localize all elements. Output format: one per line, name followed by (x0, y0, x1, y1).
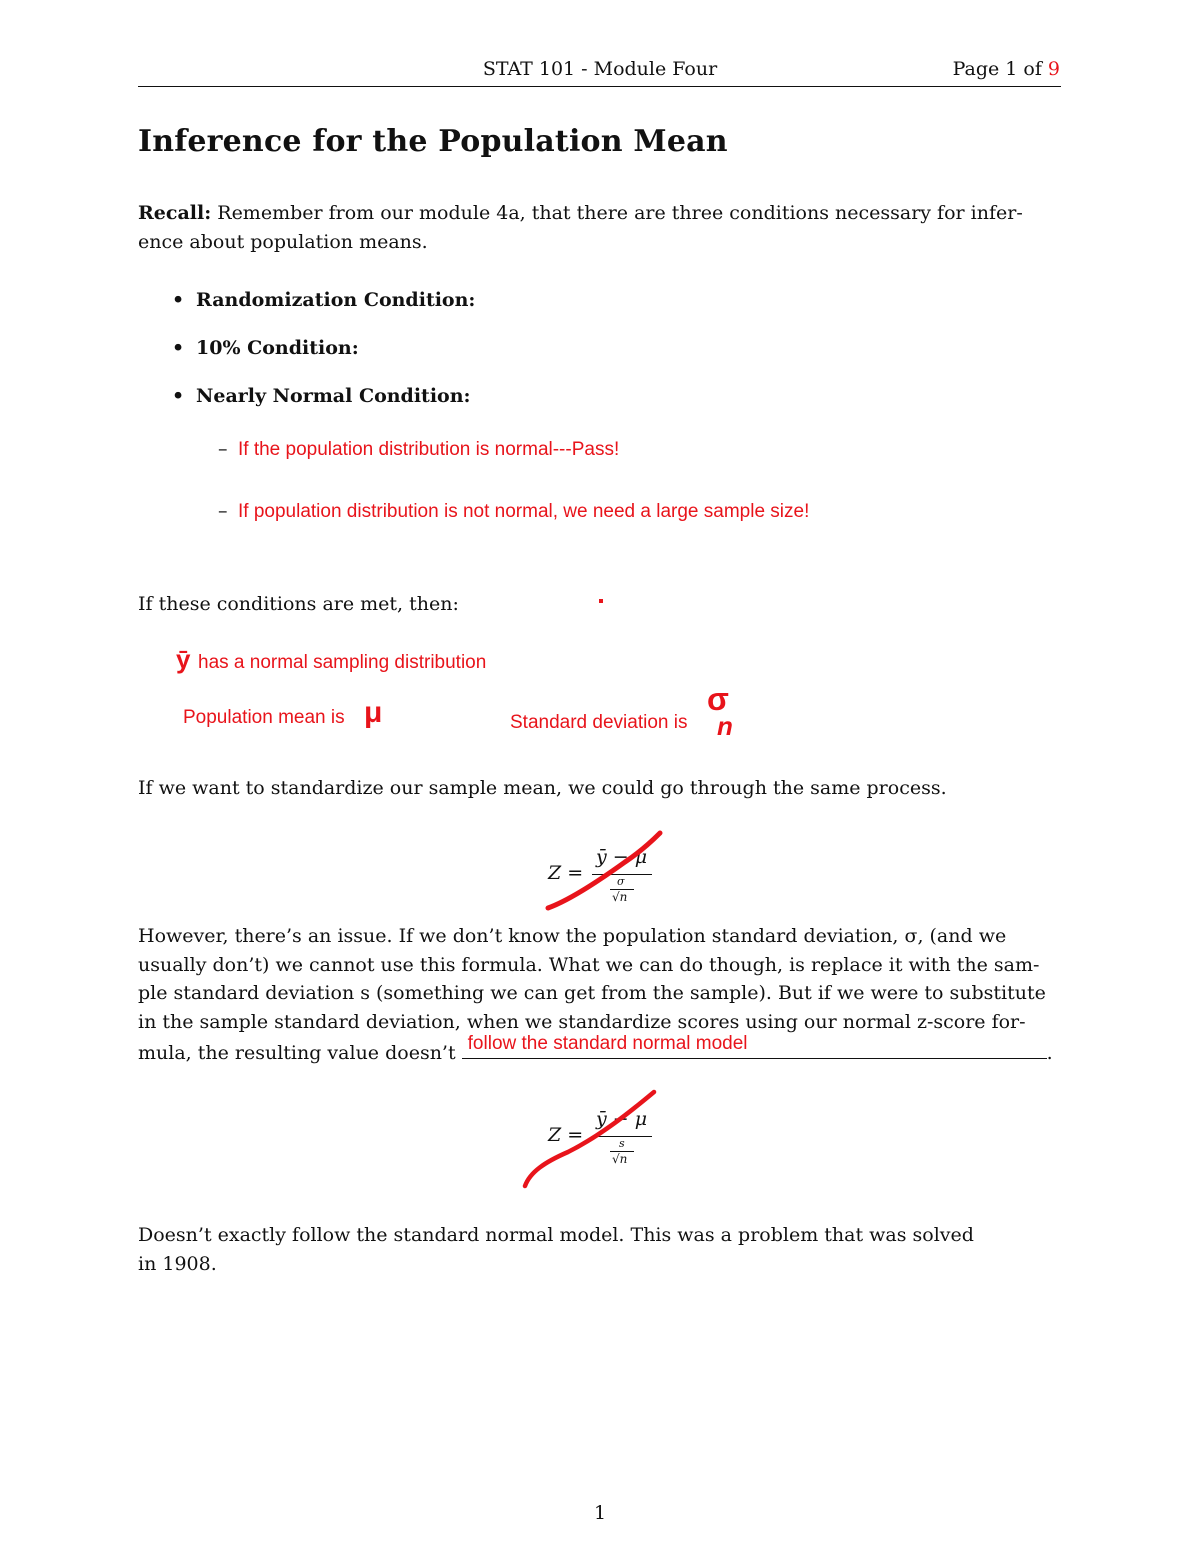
formula-sqrt-n: √n (612, 890, 628, 904)
ybar-symbol: ȳ (176, 644, 191, 674)
strike-through-mark (548, 833, 660, 908)
standardize-text: If we want to standardize our sample mean, we could go through the same process. (138, 777, 947, 799)
sigma-symbol: σ (707, 681, 729, 717)
blank-answer: follow the standard normal model (467, 1032, 748, 1054)
note-large-sample: If population distribution is not normal, we need a large sample size! (238, 501, 810, 522)
condition-ten-percent: 10% Condition: (196, 337, 359, 359)
standard-deviation-note: Standard deviation is (510, 712, 688, 733)
formula-z-label: Z = (548, 862, 584, 884)
page-label: Page 1 of (952, 58, 1048, 80)
formula2-sqrt-n: √n (612, 1152, 628, 1166)
recall-text-2: ence about population means. (138, 230, 428, 253)
formula-sigma: σ (617, 875, 625, 888)
issue-line-2: usually don’t) we cannot use this formula. What we can do though, is replace it with the sam- (138, 953, 1040, 976)
issue-line-3: ple standard deviation s (something we can get from the sample). But if we were to substitute (138, 982, 1046, 1004)
formula2-s: s (619, 1137, 625, 1150)
recall-label: Recall: (138, 202, 212, 224)
list-item: • Nearly Normal Condition: (172, 385, 471, 407)
issue-line-5-end: . (1046, 1042, 1053, 1064)
conditions-met-text: If these conditions are met, then: (138, 593, 459, 615)
closing-line-2: in 1908. (138, 1252, 217, 1275)
issue-line-5: mula, the resulting value doesn’t (138, 1042, 456, 1064)
note-normal-pass: If the population distribution is normal---Pass! (238, 439, 620, 460)
formula2-numerator: ȳ − μ (596, 1108, 648, 1130)
mu-symbol: μ (364, 696, 383, 729)
header-course-title: STAT 101 - Module Four (482, 58, 718, 80)
list-item: • 10% Condition: (172, 337, 359, 359)
closing-line-1: Doesn’t exactly follow the standard normal model. This was a problem that was solved (138, 1224, 974, 1246)
issue-line-4: in the sample standard deviation, when we standardize scores using our normal z-score for- (138, 1010, 1026, 1033)
sub-list-item: – If population distribution is not normal, we need a large sample size! (218, 500, 810, 522)
recall-text-1: Remember from our module 4a, that there are three conditions necessary for infer- (211, 202, 1023, 224)
page-title: Inference for the Population Mean (138, 124, 728, 159)
list-item: • Randomization Condition: (172, 289, 476, 311)
population-mean-note: Population mean is (183, 707, 345, 728)
closing-paragraph (138, 1221, 1061, 1278)
strike-through-mark (525, 1092, 654, 1186)
formula2-z-label: Z = (548, 1124, 584, 1146)
n-symbol: n (717, 711, 733, 741)
page-total-link[interactable]: 9 (1047, 58, 1060, 80)
sub-list-item: – If the population distribution is normal---Pass! (218, 438, 620, 460)
issue-line-1: However, there’s an issue. If we don’t know the population standard deviation, σ, (and we (138, 925, 1007, 947)
ybar-note: has a normal sampling distribution (198, 652, 487, 673)
page-number: 1 (593, 1502, 607, 1524)
condition-randomization: Randomization Condition: (196, 289, 476, 311)
condition-nearly-normal: Nearly Normal Condition: (196, 385, 471, 407)
formula-numerator: ȳ − μ (596, 846, 648, 868)
